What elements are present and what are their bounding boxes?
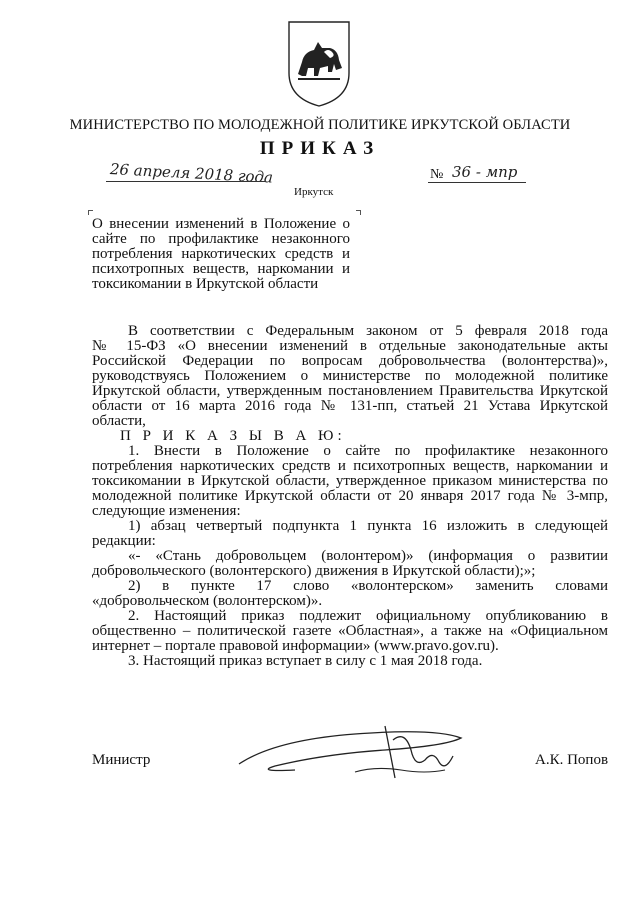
item-2-line: общественно – политической газете «Областная», а также на «Официальном <box>92 623 608 639</box>
preamble-line: области от 16 марта 2016 года № 131-пп, статьей 21 Устава Иркутской <box>92 398 608 414</box>
ministry-name: МИНИСТЕРСТВО ПО МОЛОДЕЖНОЙ ПОЛИТИКЕ ИРКУТСКОЙ ОБЛАСТИ <box>69 117 571 133</box>
quoted-text-line: «- «Стань добровольцем (волонтером)» (информация о развитии <box>128 548 608 564</box>
item-1-line: потребления наркотических средств и психотропных веществ, наркомании и <box>92 458 608 474</box>
number-sign: № <box>430 167 444 182</box>
subject-line: психотропных веществ, наркомании и <box>92 261 350 277</box>
preamble-line: Российской Федерации по вопросам добровольчества (волонтерства)», <box>92 353 608 369</box>
item-2-line: 2. Настоящий приказ подлежит официальному опубликованию в <box>128 608 608 624</box>
item-3-line: 3. Настоящий приказ вступает в силу с 1 мая 2018 года. <box>128 653 483 669</box>
preamble-line: Иркутской области, утвержденным постановлением Правительства Иркутской <box>92 383 608 399</box>
subject-bracket-right <box>356 210 361 215</box>
subject-line: токсикомании в Иркутской области <box>92 276 319 292</box>
subject-line: О внесении изменений в Положение о <box>92 216 350 232</box>
subitem-1-line: 1) абзац четвертый подпункта 1 пункта 16 изложить в следующей <box>128 518 608 534</box>
order-subject <box>92 217 350 292</box>
signatory-position: Министр <box>92 752 151 768</box>
subitem-2-line: 2) в пункте 17 слово «волонтерском» заменить словами <box>128 578 608 594</box>
preamble-line: № 15-ФЗ «О внесении изменений в отдельные законодательные акты <box>92 338 608 354</box>
number-underline <box>428 182 526 183</box>
preamble-line: В соответствии с Федеральным законом от 5 февраля 2018 года <box>128 323 608 339</box>
subitem-1-line: редакции: <box>92 533 156 549</box>
subject-line: потребления наркотических средств и <box>92 246 350 262</box>
subject-bracket-left <box>88 210 93 215</box>
decree-heading: П Р И К А З Ы В А Ю: <box>120 428 346 444</box>
item-1-line: молодежной политике Иркутской области от 20 января 2017 года № 3-мпр, <box>92 488 608 504</box>
handwritten-order-number: 36 - мпр <box>452 163 518 181</box>
document-type-title: ПРИКАЗ <box>259 138 381 159</box>
coat-of-arms-emblem <box>284 18 354 108</box>
preamble-line: руководствуясь Положением о министерстве по молодежной политике <box>92 368 608 384</box>
item-1-line: следующие изменения: <box>92 503 241 519</box>
handwritten-date: 26 апреля 2018 года <box>109 160 274 187</box>
item-2-line: интернет – портале правовой информации» (www.pravo.gov.ru). <box>92 638 499 654</box>
signatory-name: А.К. Попов <box>535 752 609 768</box>
handwritten-signature <box>235 720 465 785</box>
subitem-2-line: «добровольческом (волонтерском)». <box>92 593 323 609</box>
item-1-line: 1. Внести в Положение о сайте по профилактике незаконного <box>128 443 608 459</box>
quoted-text-line: добровольческого (волонтерского) движения в Иркутской области);»; <box>92 563 536 579</box>
city-name: Иркутск <box>294 186 334 198</box>
preamble-line: области, <box>92 413 146 429</box>
date-underline <box>106 181 266 182</box>
order-body <box>92 324 608 669</box>
item-1-line: токсикомании в Иркутской области, утвержденное приказом министерства по <box>92 473 608 489</box>
subject-line: сайте по профилактике незаконного <box>92 231 350 247</box>
